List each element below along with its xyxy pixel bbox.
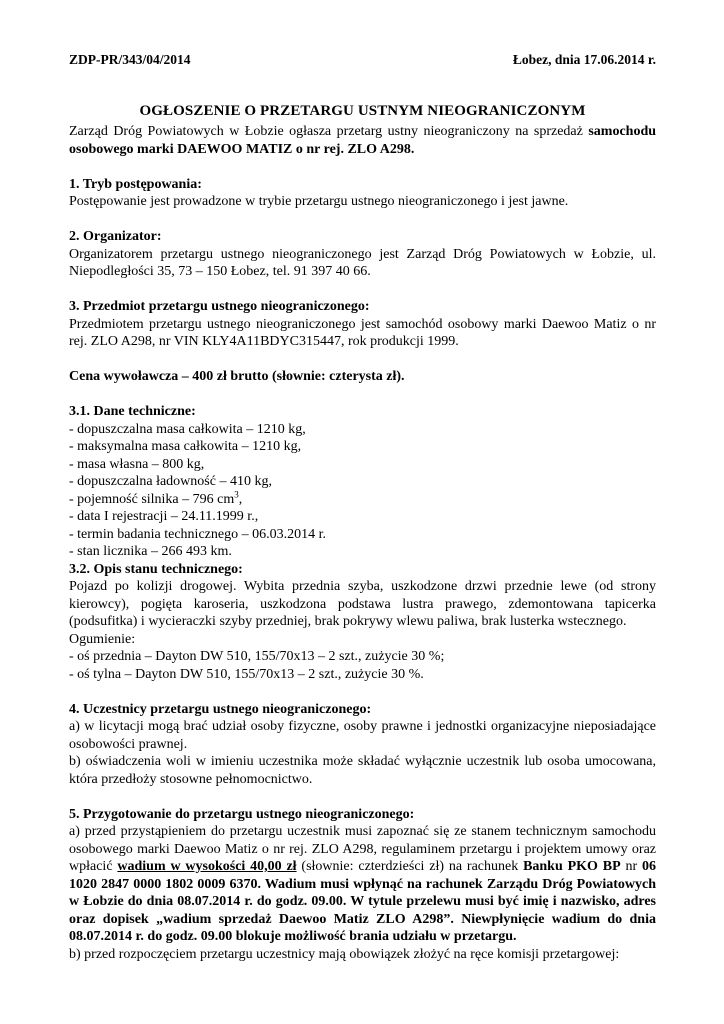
section-5-a-text: a) przed przystąpieniem do przetargu uczestnik musi zapoznać się ze stanem technicznym samochodu osobowego marki Daewoo Matiz o nr rej. ZLO A298, regulaminem przetargu i projektem umowy oraz wpłacić (69, 824, 656, 874)
section-5-heading: 5. Przygotowanie do przetargu ustnego nieograniczonego: (69, 806, 415, 822)
section-1 (69, 176, 656, 211)
reference-number: ZDP-PR/343/04/2014 (69, 52, 191, 67)
section-3-body: Przedmiotem przetargu ustnego nieograniczonego jest samochód osobowy marki Daewoo Matiz o nr rej. ZLO A298, nr VIN KLY4A11BDYC315447, rok produkcji 1999. (69, 316, 656, 349)
tire-item: - oś przednia – Dayton DW 510, 155/70x13 – 2 szt., zużycie 30 %; (69, 649, 445, 664)
spec-item: - maksymalna masa całkowita – 1210 kg, (69, 439, 302, 454)
spec-item: - termin badania technicznego – 06.03.2014 r. (69, 526, 326, 542)
section-3-2-heading: 3.2. Opis stanu technicznego: (69, 561, 243, 577)
engine-superscript: 3 (234, 488, 239, 499)
document-content (69, 51, 656, 963)
place-and-date: Łobez, dnia 17.06.2014 r. (512, 52, 656, 67)
spec-item-engine (69, 488, 656, 509)
section-3 (69, 298, 656, 351)
engine-text-end: , (238, 491, 243, 507)
section-5 (69, 806, 656, 964)
section-3-2 (69, 561, 656, 684)
intro-vehicle: samochodu osobowego marki DAEWOO MATIZ o nr rej. ZLO A298. (69, 124, 657, 157)
spec-item: - data I rejestracji – 24.11.1999 r., (69, 509, 259, 524)
document-title: OGŁOSZENIE O PRZETARGU USTNYM NIEOGRANICZONYM (139, 102, 586, 119)
spec-item: - masa własna – 800 kg, (69, 456, 205, 472)
section-5-a-text: (słownie: czterdzieści zł) na rachunek (296, 859, 524, 874)
section-3-heading: 3. Przedmiot przetargu ustnego nieograniczonego: (69, 299, 370, 314)
engine-text: - pojemność silnika – 796 cm (69, 491, 235, 507)
section-2-body: Organizatorem przetargu ustnego nieograniczonego jest Zarząd Dróg Powiatowych w Łobzie, ul. Niepodległości 35, 73 – 150 Łobez, tel. 91 397 40 66. (69, 246, 656, 279)
section-5-a (69, 823, 656, 946)
document-header (69, 51, 656, 69)
section-3-1 (69, 403, 656, 561)
section-5-b: b) przed rozpoczęciem przetargu uczestnicy mają obowiązek złożyć na ręce komisji przetargowej: (69, 946, 620, 962)
section-2-heading: 2. Organizator: (69, 229, 162, 244)
section-3-1-heading: 3.1. Dane techniczne: (69, 404, 196, 419)
section-4-a: a) w licytacji mogą brać udział osoby fizyczne, osoby prawne i jednostki organizacyjne nieposiadające osobowości prawnej. (69, 719, 656, 752)
tire-item: - oś tylna – Dayton DW 510, 155/70x13 – 2 szt., zużycie 30 %. (69, 666, 424, 682)
section-4 (69, 701, 656, 789)
section-1-body: Postępowanie jest prowadzone w trybie przetargu ustnego nieograniczonego i jest jawne. (69, 194, 569, 209)
starting-price: Cena wywoławcza – 400 zł brutto (słownie: czterysta zł). (69, 369, 405, 384)
spec-item: - dopuszczalna ładowność – 410 kg, (69, 474, 272, 489)
bank-account-and-terms: 06 1020 2847 0000 1802 0009 6370. Wadium musi wpłynąć na rachunek Zarządu Dróg Powiatowych w Łobzie do dnia 08.07.2014 r. do godz. 09.00. W tytule przelewu musi być imię i nazwisko, adres oraz dopisek „wadium sprzedaż Daewoo Matiz ZLO A298”. Niewpłynięcie wadium do dnia 08.07.2014 r. do godz. 09.00 blokuje możliwość brania udziału w przetargu. (69, 859, 656, 944)
bank-name: Banku PKO BP (523, 859, 621, 874)
section-1-heading: 1. Tryb postępowania: (69, 176, 202, 192)
section-2 (69, 228, 656, 281)
section-4-heading: 4. Uczestnicy przetargu ustnego nieograniczonego: (69, 701, 372, 717)
section-3-2-body: Pojazd po kolizji drogowej. Wybita przednia szyba, uszkodzone drzwi przednie lewe (od strony kierowcy), pogięta karoseria, uszkodzona podstawa lustra prawego, zdemontowana tapicerka (podsufitka) i wycieraczki szyby przedniej, brak pokrywy wlewu paliwa, brak lusterka wstecznego. (69, 579, 656, 629)
intro-paragraph (69, 123, 656, 158)
spec-item: - stan licznika – 266 493 km. (69, 544, 232, 559)
section-4-b: b) oświadczenia woli w imieniu uczestnika może składać wyłącznie uczestnik lub osoba umocowana, która przedłoży stosowne pełnomocnictwo. (69, 754, 656, 787)
section-5-a-text: nr (620, 859, 642, 874)
spec-item: - dopuszczalna masa całkowita – 1210 kg, (69, 421, 306, 437)
tires-label: Ogumienie: (69, 631, 136, 647)
deposit-amount: wadium w wysokości 40,00 zł (117, 859, 297, 874)
intro-text: Zarząd Dróg Powiatowych w Łobzie ogłasza przetarg ustny nieograniczony na sprzedaż (69, 124, 583, 139)
